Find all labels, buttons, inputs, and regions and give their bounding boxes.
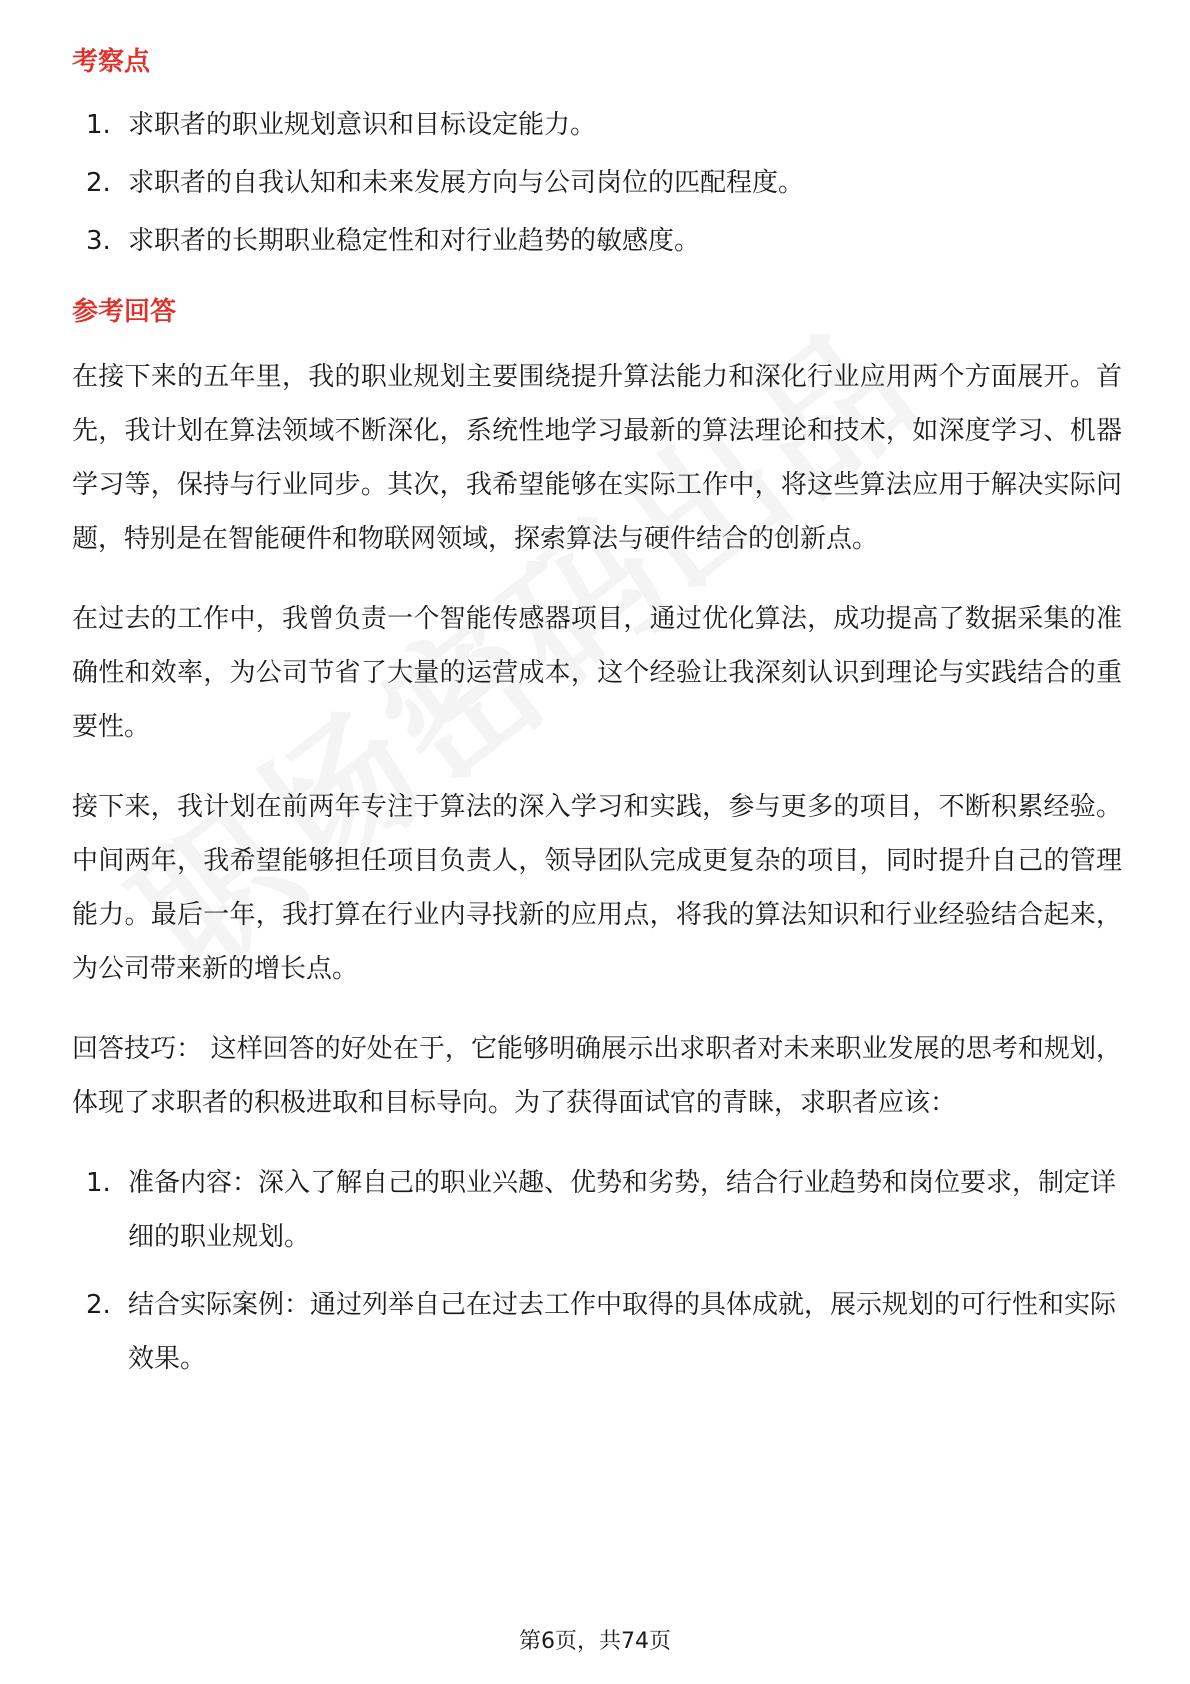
list-item bbox=[72, 212, 1122, 270]
answer-paragraph: 在接下来的五年里，我的职业规划主要围绕提升算法能力和深化行业应用两个方面展开。首先，我计划在算法领域不断深化，系统性地学习最新的算法理论和技术，如深度学习、机器学习等，保持与行业同步。其次，我希望能够在实际工作中，将这些算法应用于解决实际问题，特别是在智能硬件和物联网领域，探索算法与硬件结合的创新点。 bbox=[72, 362, 1122, 554]
list-number: 2. bbox=[86, 168, 111, 198]
list-item-text: 求职者的职业规划意识和目标设定能力。 bbox=[128, 110, 597, 140]
list-item-text: 求职者的长期职业稳定性和对行业趋势的敏感度。 bbox=[128, 226, 701, 256]
list-item bbox=[72, 154, 1122, 212]
list-number: 2. bbox=[86, 1290, 111, 1320]
list-number: 3. bbox=[86, 226, 111, 256]
list-number: 1. bbox=[86, 110, 111, 140]
list-item bbox=[72, 1278, 1122, 1386]
page-number: 第6页，共74页 bbox=[519, 1629, 671, 1654]
list-item-text: 求职者的自我认知和未来发展方向与公司岗位的匹配程度。 bbox=[128, 168, 805, 198]
list-number: 1. bbox=[86, 1168, 111, 1198]
section-title-focus: 考察点 bbox=[72, 47, 151, 77]
list-item-text: 结合实际案例：通过列举自己在过去工作中取得的具体成就，展示规划的可行性和实际效果。 bbox=[128, 1290, 1117, 1374]
section-title-answer: 参考回答 bbox=[72, 297, 177, 327]
focus-list bbox=[72, 96, 1122, 270]
tips-list bbox=[72, 1156, 1122, 1386]
document-body bbox=[72, 42, 1122, 1400]
tips-intro-paragraph: 回答技巧： 这样回答的好处在于，它能够明确展示出求职者对未来职业发展的思考和规划，体现了求职者的积极进取和目标导向。为了获得面试官的青睐，求职者应该： bbox=[72, 1034, 1122, 1118]
list-item bbox=[72, 96, 1122, 154]
answer-paragraph: 接下来，我计划在前两年专注于算法的深入学习和实践，参与更多的项目，不断积累经验。中间两年，我希望能够担任项目负责人，领导团队完成更复杂的项目，同时提升自己的管理能力。最后一年，我打算在行业内寻找新的应用点，将我的算法知识和行业经验结合起来，为公司带来新的增长点。 bbox=[72, 792, 1122, 984]
list-item-text: 准备内容：深入了解自己的职业兴趣、优势和劣势，结合行业趋势和岗位要求，制定详细的职业规划。 bbox=[128, 1168, 1117, 1252]
answer-paragraph: 在过去的工作中，我曾负责一个智能传感器项目，通过优化算法，成功提高了数据采集的准确性和效率，为公司节省了大量的运营成本，这个经验让我深刻认识到理论与实践结合的重要性。 bbox=[72, 604, 1122, 742]
list-item bbox=[72, 1156, 1122, 1264]
